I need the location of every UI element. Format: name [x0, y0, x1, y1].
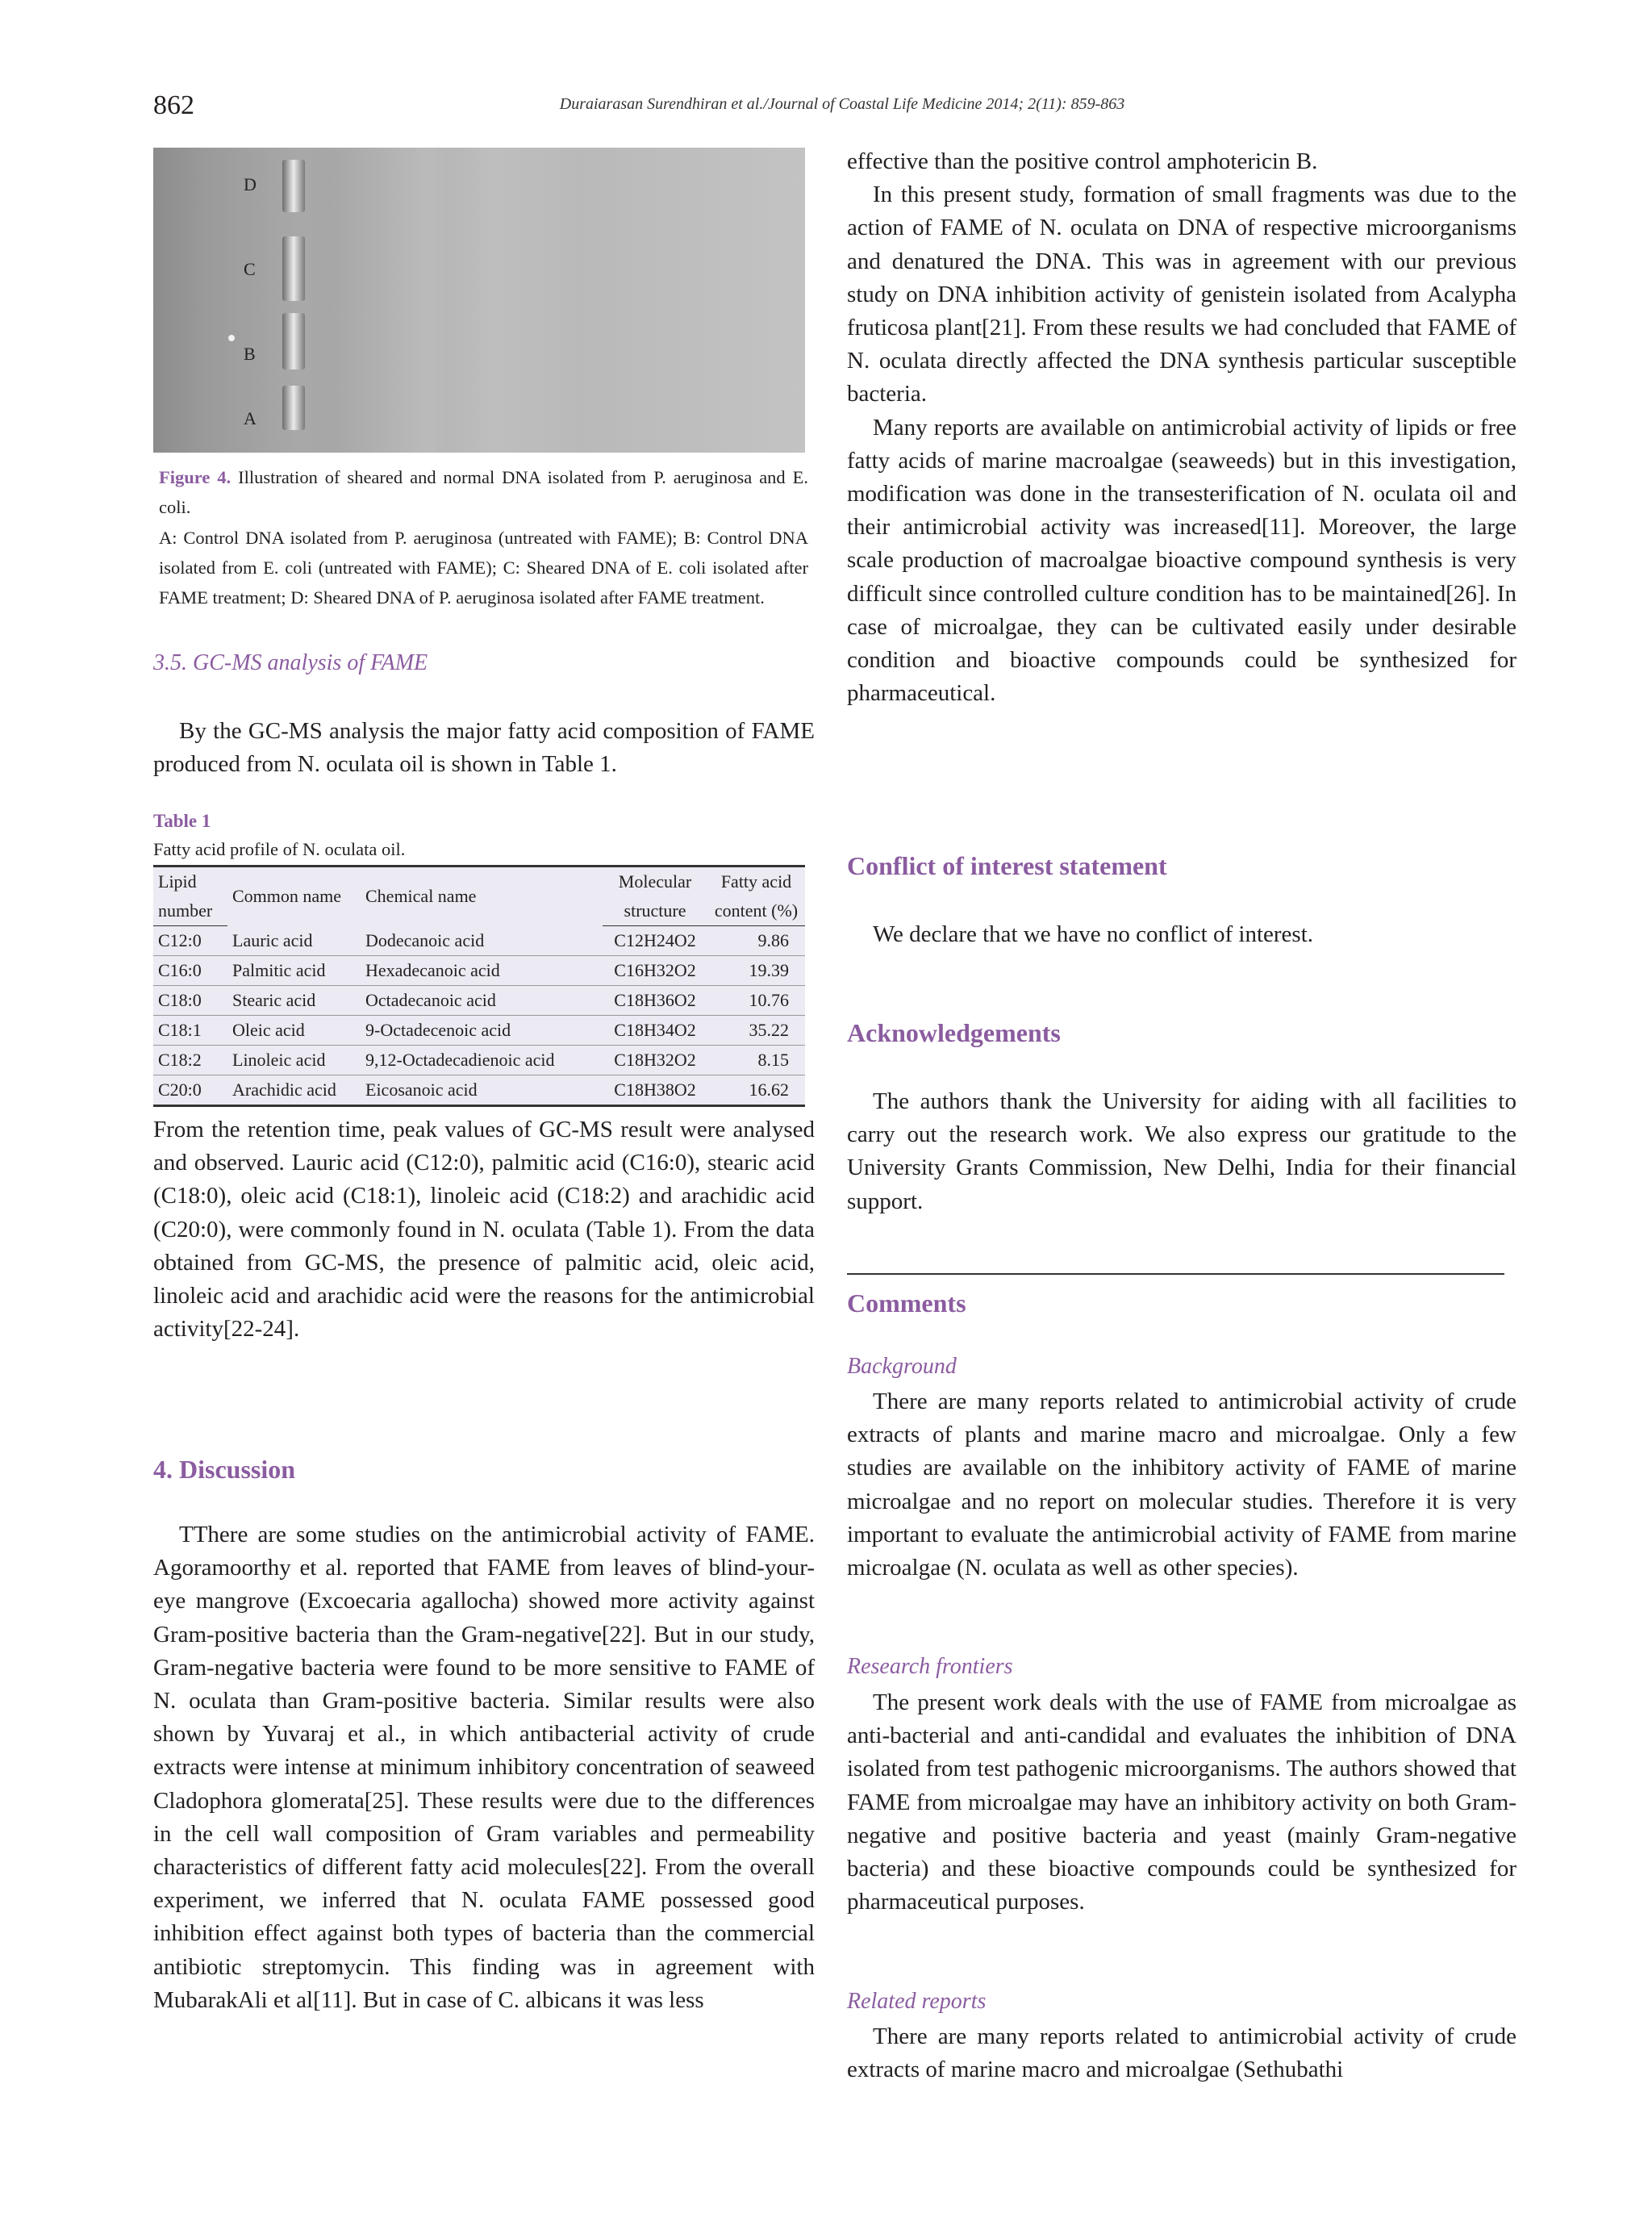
section-heading-ack: Acknowledgements — [847, 1018, 1061, 1047]
table-row — [153, 1016, 805, 1046]
gel-blank-area — [577, 148, 805, 453]
figure-caption — [159, 462, 808, 522]
cell-fatty-acid-content: 8.15 — [707, 1046, 805, 1075]
table-row — [153, 1075, 805, 1106]
background-block — [847, 1385, 1516, 1585]
cell-lipid-number: C12:0 — [153, 926, 227, 956]
cell-fatty-acid-content: 9.86 — [707, 926, 805, 956]
ack-text: The authors thank the University for aiding with all facilities to carry out the research work. We also express our gratitude to the University Grants Commission, New Delhi, India for their financial support. — [847, 1088, 1516, 1214]
gel-spot — [228, 335, 235, 341]
conflict-text: We declare that we have no conflict of interest. — [873, 921, 1314, 947]
discussion-col2 — [847, 145, 1516, 710]
dna-band-c — [282, 236, 305, 301]
subheading-related-reports: Related reports — [847, 1989, 987, 2014]
dna-band-a — [282, 386, 305, 430]
running-head — [0, 95, 1652, 114]
cell-common-name: Oleic acid — [227, 1016, 361, 1046]
th-fatty-acid-2: content (%) — [707, 896, 805, 926]
section-heading-comments: Comments — [847, 1288, 966, 1318]
frontiers-text: The present work deals with the use of FAME from microalgae as anti-bacterial and anti-candidal and evaluates the inhibition of DNA isolated from test pathogenic microorganisms. The authors showed that FAME from microalgae may have an inhibitory activity on both Gram-negative and positive bacteria and yeast (mainly Gram-negative bacteria) and these bioactive compounds could be synthesized for pharmaceutical purposes. — [847, 1689, 1516, 1915]
cell-common-name: Lauric acid — [227, 926, 361, 956]
lane-label-b: B — [244, 344, 256, 364]
table-row — [153, 956, 805, 986]
section-heading-discussion: 4. Discussion — [153, 1455, 296, 1484]
th-molecular-2: structure — [603, 896, 707, 926]
gcms-paragraph: By the GC-MS analysis the major fatty acid composition of FAME produced from N. oculata oil is shown in Table 1. — [153, 718, 815, 778]
cell-common-name: Palmitic acid — [227, 956, 361, 986]
cell-lipid-number: C18:1 — [153, 1016, 227, 1046]
cell-fatty-acid-content: 16.62 — [707, 1075, 805, 1106]
table-row — [153, 926, 805, 956]
table-row — [153, 1046, 805, 1075]
cell-fatty-acid-content: 35.22 — [707, 1016, 805, 1046]
cell-molecular-structure: C18H36O2 — [603, 986, 707, 1016]
cell-chemical-name: 9-Octadecenoic acid — [361, 1016, 603, 1046]
cell-molecular-structure: C18H38O2 — [603, 1075, 707, 1106]
retention-paragraph-block — [153, 1113, 815, 1346]
figure-label: Figure 4. — [159, 467, 232, 487]
figure-caption-text: Illustration of sheared and normal DNA isolated from P. aeruginosa and E. coli. — [159, 467, 808, 517]
cell-chemical-name: Eicosanoic acid — [361, 1075, 603, 1106]
lane-label-a: A — [244, 408, 257, 428]
conflict-block — [847, 918, 1516, 951]
cell-common-name: Stearic acid — [227, 986, 361, 1016]
gel-streak — [331, 148, 573, 453]
discussion-paragraph-2: In this present study, formation of small fragments was due to the action of FAME of N. oculata on DNA of respective microorganisms and denatured the DNA. This was in agreement with our previous study on DNA inhibition activity of genistein isolated from Acalypha fruticosa plant[21]. From these results we had concluded that FAME of N. oculata directly affected the DNA synthesis particular susceptible bacteria. — [847, 182, 1516, 407]
cell-lipid-number: C20:0 — [153, 1075, 227, 1106]
dna-band-b — [282, 313, 305, 370]
related-text: There are many reports related to antimicrobial activity of crude extracts of marine macro and microalgae (Sethubathi — [847, 2023, 1516, 2083]
retention-paragraph: From the retention time, peak values of GC-MS result were analysed and observed. Lauric acid (C12:0), palmitic acid (C16:0), stearic acid (C18:0), oleic acid (C18:1), linoleic acid (C18:2) and arachidic acid (C20:0), were commonly found in N. oculata (Table 1). From the data obtained from GC-MS, the presence of palmitic acid, oleic acid, linoleic acid and arachidic acid were the reasons for the antimicrobial activity[22-24]. — [153, 1117, 815, 1343]
subheading-research-frontiers: Research frontiers — [847, 1654, 1013, 1679]
discussion-col1 — [153, 1518, 815, 2017]
table-label: Table 1 — [153, 811, 211, 831]
cell-fatty-acid-content: 19.39 — [707, 956, 805, 986]
cell-molecular-structure: C18H32O2 — [603, 1046, 707, 1075]
section-heading-conflict: Conflict of interest statement — [847, 851, 1167, 880]
cell-chemical-name: Dodecanoic acid — [361, 926, 603, 956]
cell-molecular-structure: C16H32O2 — [603, 956, 707, 986]
dna-band-d — [282, 160, 305, 212]
figure-legend: A: Control DNA isolated from P. aeruginosa (untreated with FAME); B: Control DNA isolated from E. coli (untreated with FAME); C: Sheared DNA of E. coli isolated after FAME treatment; D: Sheared DNA of P. aeruginosa isolated after FAME treatment. — [159, 528, 808, 608]
th-molecular-1: Molecular — [618, 871, 692, 892]
cell-lipid-number: C16:0 — [153, 956, 227, 986]
comments-divider — [847, 1273, 1504, 1275]
section-gcms-para — [153, 715, 815, 781]
lane-label-d: D — [244, 174, 257, 194]
lane-label-c: C — [244, 259, 256, 279]
th-chemical-name: Chemical name — [365, 886, 477, 907]
frontiers-block — [847, 1686, 1516, 1919]
cell-lipid-number: C18:2 — [153, 1046, 227, 1075]
cell-molecular-structure: C18H34O2 — [603, 1016, 707, 1046]
th-lipid-1: Lipid — [158, 871, 197, 892]
subheading-background: Background — [847, 1354, 957, 1379]
discussion-paragraph-3: Many reports are available on antimicrobial activity of lipids or free fatty acids of marine macroalgae (seaweeds) but in this investigation, modification was done in the transesterification of N. oculata oil and their antimicrobial activity was increased[11]. Moreover, the large scale production of macroalgae bioactive compound synthesis is very difficult since controlled culture condition has to be maintained[26]. In case of microalgae, they can be cultivated easily under desirable condition and bioactive compounds could be synthesized for pharmaceutical. — [847, 414, 1516, 707]
gel-electrophoresis-figure — [153, 148, 805, 453]
cell-chemical-name: 9,12-Octadecadienoic acid — [361, 1046, 603, 1075]
discussion-paragraph-1: TThere are some studies on the antimicrobial activity of FAME. Agoramoorthy et al. reported that FAME from leaves of blind-your-eye mangrove (Excoecaria agallocha) showed more activity against Gram-positive bacteria than the Gram-negative[22]. But in our study, Gram-negative bacteria were found to be more sensitive to FAME of N. oculata than Gram-positive bacteria. Similar results were also shown by Yuvaraj et al., in which antibacterial activity of crude extracts were intense at minimum inhibitory concentration of seaweed Cladophora glomerata[25]. These results were due to the differences in the cell wall composition of Gram variables and permeability characteristics of different fatty acid molecules[22]. From the overall experiment, we inferred that N. oculata FAME possessed good inhibition effect against both types of bacteria than the commercial antibiotic streptomycin. This finding was in agreement with MubarakAli et al[11]. But in case of C. albicans it was less — [153, 1522, 815, 2013]
th-lipid-2: number — [153, 896, 227, 926]
fatty-acid-table — [153, 865, 805, 1107]
related-block — [847, 2020, 1516, 2086]
page-number: 862 — [153, 90, 194, 120]
cell-chemical-name: Hexadecanoic acid — [361, 956, 603, 986]
running-head-text: Duraiarasan Surendhiran et al./Journal of Coastal Life Medicine 2014; 2(11): 859-863 — [559, 95, 1125, 113]
table-caption: Fatty acid profile of N. oculata oil. — [153, 839, 406, 859]
ack-block — [847, 1085, 1516, 1218]
cell-common-name: Arachidic acid — [227, 1075, 361, 1106]
fatty-acid-table-body — [153, 926, 805, 1106]
discussion-continuation: effective than the positive control amphotericin B. — [847, 148, 1318, 174]
section-heading-gcms: 3.5. GC-MS analysis of FAME — [153, 650, 428, 675]
th-common-name: Common name — [232, 886, 342, 907]
background-text: There are many reports related to antimicrobial activity of crude extracts of plants and marine macro and microalgae. Only a few studies are available on the inhibitory activity of FAME of marine microalgae and no report on molecular studies. Therefore it is very important to evaluate the antimicrobial activity of FAME from marine microalgae (N. oculata as well as other species). — [847, 1389, 1516, 1581]
cell-chemical-name: Octadecanoic acid — [361, 986, 603, 1016]
th-fatty-acid-1: Fatty acid — [720, 871, 792, 892]
cell-common-name: Linoleic acid — [227, 1046, 361, 1075]
cell-fatty-acid-content: 10.76 — [707, 986, 805, 1016]
table-row — [153, 986, 805, 1016]
cell-lipid-number: C18:0 — [153, 986, 227, 1016]
cell-molecular-structure: C12H24O2 — [603, 926, 707, 956]
